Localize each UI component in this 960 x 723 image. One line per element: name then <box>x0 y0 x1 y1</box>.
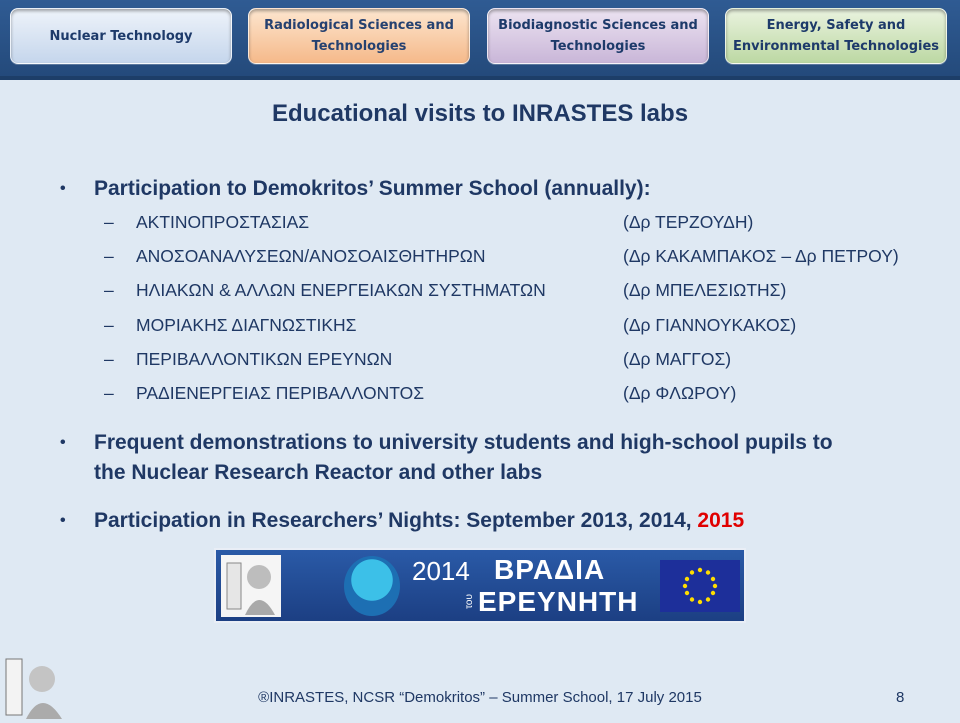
bullet-text <box>94 428 954 488</box>
course-tutor: (Δρ ΜΑΓΓΟΣ) <box>623 349 732 369</box>
bullet-icon: • <box>60 512 66 529</box>
bullet-text-line1: Frequent demonstrations to university students and high-school pupils to <box>94 431 833 454</box>
banner-year: 2014 <box>412 556 470 586</box>
course-tutor: (Δρ ΦΛΩΡΟΥ) <box>623 383 737 403</box>
course-name: ΑΝΟΣΟΑΝΑΛΥΣΕΩΝ/ΑΝΟΣΟΑΙΣΘΗΤΗΡΩΝ <box>136 246 486 266</box>
dash: – <box>104 280 114 300</box>
bullet-text <box>94 506 954 536</box>
nights-highlight: 2015 <box>697 509 745 532</box>
course-name: ΠΕΡΙΒΑΛΛΟΝΤΙΚΩΝ ΕΡΕΥΝΩΝ <box>136 349 393 369</box>
bullet-icon: • <box>60 434 66 451</box>
demokritos-logo-icon <box>221 555 281 617</box>
bullet-text-line2: the Nuclear Research Reactor and other labs <box>94 461 543 484</box>
bullet-text: Participation to Demokritos’ Summer School (annually): <box>94 177 651 200</box>
tab-label-line1: Radiological Sciences and <box>264 18 454 33</box>
course-item <box>104 212 954 242</box>
course-name: ΑΚΤΙΝΟΠΡΟΣΤΑΣΙΑΣ <box>136 212 310 232</box>
tab-nuclear-technology[interactable] <box>10 8 232 64</box>
tab-label-line2: Environmental Technologies <box>732 39 940 54</box>
tab-energy-safety[interactable] <box>725 8 947 64</box>
eu-flag-icon <box>660 560 740 612</box>
course-name: ΡΑΔΙΕΝΕΡΓΕΙΑΣ ΠΕΡΙΒΑΛΛΟΝΤΟΣ <box>136 383 425 403</box>
banner-title-line1: ΒΡΑΔΙΑ <box>494 554 606 585</box>
course-name: ΗΛΙΑΚΩΝ & ΑΛΛΩΝ ΕΝΕΡΓΕΙΑΚΩΝ ΣΥΣΤΗΜΑΤΩΝ <box>136 280 546 300</box>
dash: – <box>104 315 114 335</box>
dash: – <box>104 349 114 369</box>
tab-biodiagnostic-sciences[interactable] <box>487 8 709 64</box>
banner-small-word: του <box>463 594 475 609</box>
bullet-icon: • <box>60 180 66 197</box>
course-item <box>104 383 954 413</box>
course-item <box>104 349 954 379</box>
top-navigation-bar <box>0 0 960 80</box>
nights-text: Participation in Researchers’ Nights: September 2013, 2014, <box>94 509 698 532</box>
tab-label: Nuclear Technology <box>49 28 193 44</box>
dash: – <box>104 212 114 232</box>
course-name: ΜΟΡΙΑΚΗΣ ΔΙΑΓΝΩΣΤΙΚΗΣ <box>136 315 357 335</box>
researchers-night-banner <box>214 548 746 623</box>
page-number: 8 <box>896 689 905 706</box>
course-item <box>104 315 954 345</box>
tab-radiological-sciences[interactable] <box>248 8 470 64</box>
dash: – <box>104 246 114 266</box>
course-item <box>104 246 954 276</box>
tab-label-line2: Technologies <box>550 39 646 54</box>
course-tutor: (Δρ ΜΠΕΛΕΣΙΩΤΗΣ) <box>623 280 787 300</box>
slide-title: Educational visits to INRASTES labs <box>271 100 689 127</box>
course-tutor: (Δρ ΚΑΚΑΜΠΑΚΟΣ – Δρ ΠΕΤΡΟΥ) <box>623 246 899 266</box>
demokritos-logo-icon <box>2 655 66 719</box>
tab-label-line2: Technologies <box>311 39 407 54</box>
footer-text: ®INRASTES, NCSR “Demokritos” – Summer School, 17 July 2015 <box>258 689 702 706</box>
banner-title-line2: ΕΡΕΥΝΗΤΗ <box>478 586 639 617</box>
tab-label-line1: Biodiagnostic Sciences and <box>498 18 698 33</box>
course-tutor: (Δρ ΓΙΑΝΝΟΥΚΑΚΟΣ) <box>623 315 797 335</box>
course-tutor: (Δρ ΤΕΡΖΟΥΔΗ) <box>623 212 754 232</box>
dash: – <box>104 383 114 403</box>
course-item <box>104 280 954 310</box>
tab-label-line1: Energy, Safety and <box>766 18 906 33</box>
owl-mascot-icon <box>344 556 400 616</box>
